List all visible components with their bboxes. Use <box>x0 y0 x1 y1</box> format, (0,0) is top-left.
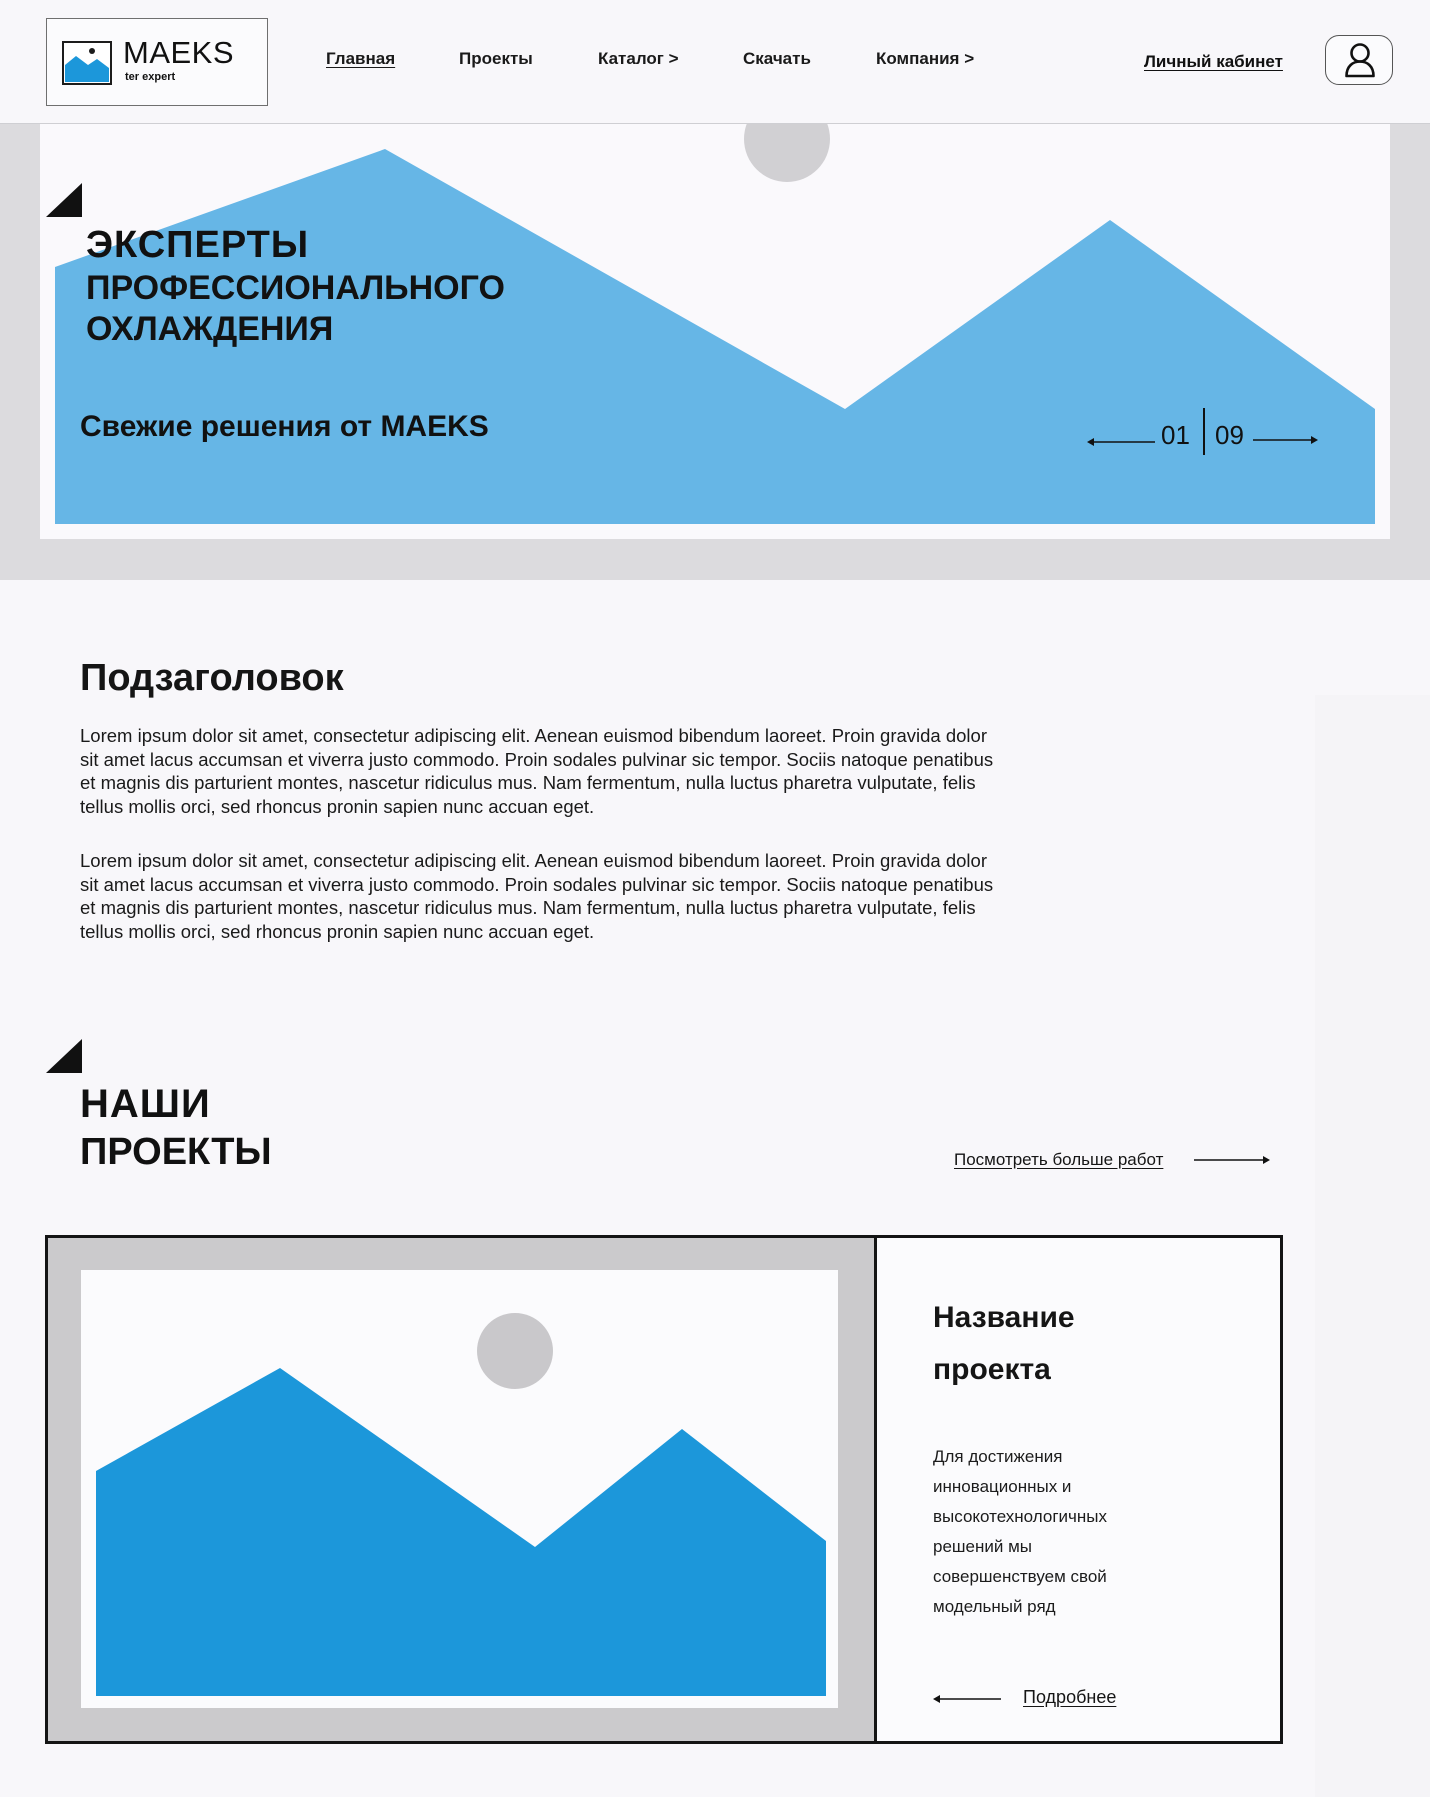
corner-triangle-icon <box>46 1039 82 1073</box>
section-subheading: Подзаголовок <box>80 657 344 699</box>
paragraph-2: Lorem ipsum dolor sit amet, consectetur adipiscing elit. Aenean euismod bibendum laoreet. Proin gravida dolor sit amet lacus accumsan et viverra justo commodo. Proin sodales pulvinar sic tempor. Sociis natoque penatibus et magnis dis parturient montes, nascetur ridiculus mus. Nam fermentum, nulla luctus pharetra vulputate, felis tellus mollis orci, sed rhoncus pronin sapien nunc accuan eget. <box>80 850 994 942</box>
slider-prev-arrow-icon[interactable] <box>1087 436 1155 448</box>
logo-name: MAEKS <box>123 35 235 70</box>
nav-catalog[interactable]: Каталог > <box>598 49 679 68</box>
account-link[interactable]: Личный кабинет <box>1144 52 1283 71</box>
user-icon <box>1344 42 1376 78</box>
hero-title-line1: ЭКСПЕРТЫ <box>86 224 310 266</box>
nav-company[interactable]: Компания > <box>876 49 975 68</box>
projects-heading-line2: ПРОЕКТЫ <box>80 1131 272 1173</box>
slider-current: 01 <box>1161 420 1190 450</box>
slider-total: 09 <box>1215 420 1244 450</box>
paragraph-1: Lorem ipsum dolor sit amet, consectetur adipiscing elit. Aenean euismod bibendum laoreet. Proin gravida dolor sit amet lacus accumsan et viverra justo commodo. Proin sodales pulvinar sic tempor. Sociis natoque penatibus et magnis dis parturient montes, nascetur ridiculus mus. Nam fermentum, nulla luctus pharetra vulputate, felis tellus mollis orci, sed rhoncus pronin sapien nunc accuan eget. <box>80 725 994 817</box>
corner-triangle-icon <box>46 183 82 217</box>
user-button[interactable] <box>1325 35 1393 85</box>
logo[interactable] <box>46 18 268 106</box>
nav-projects[interactable]: Проекты <box>459 49 533 68</box>
nav-download[interactable]: Скачать <box>743 49 811 68</box>
logo-tagline: ter expert <box>125 71 176 83</box>
logo-image-icon <box>62 41 112 85</box>
nav-home[interactable]: Главная <box>326 49 396 68</box>
projects-heading-line1: НАШИ <box>80 1082 211 1126</box>
project-image-placeholder-icon <box>48 1238 874 1741</box>
project-description: Для достижения инновационных и высокотехнологичных решений мы совершенствуем свой модельный ряд <box>933 1447 1107 1616</box>
hero-title-line3: ОХЛАЖДЕНИЯ <box>86 310 334 348</box>
hero-subtitle: Свежие решения от MAEKS <box>80 410 489 443</box>
slider-separator <box>1203 408 1205 455</box>
edge-panel <box>1315 695 1430 1797</box>
project-title: Название проекта <box>933 1301 1075 1386</box>
hero-title-line2: ПРОФЕССИОНАЛЬНОГО <box>86 269 505 307</box>
site-header <box>0 0 1430 124</box>
project-more-link[interactable]: Подробнее <box>1023 1687 1117 1707</box>
project-card[interactable] <box>45 1235 1283 1744</box>
card-divider <box>874 1238 877 1741</box>
arrow-left-icon[interactable] <box>933 1693 1001 1705</box>
see-more-link[interactable]: Посмотреть больше работ <box>954 1150 1164 1169</box>
arrow-right-icon[interactable] <box>1194 1154 1270 1166</box>
slider-next-arrow-icon[interactable] <box>1253 434 1318 446</box>
